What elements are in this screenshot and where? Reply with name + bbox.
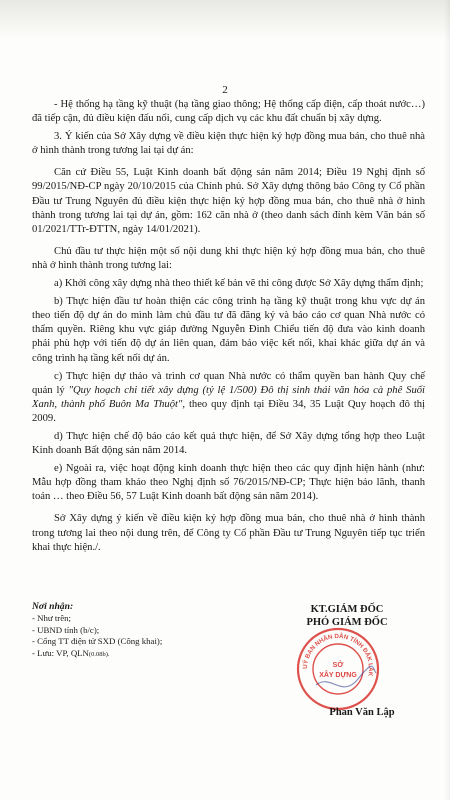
signer-role-line1: KT.GIÁM ĐỐC bbox=[310, 604, 384, 615]
paragraph-infrastructure: - Hệ thống hạ tầng kỹ thuật (hạ tầng giao thông; Hệ thống cấp điện, cấp thoát nước…) đã tiếp cận, đủ điều kiện đấu nối, cung cấp dịch vụ các khu đất chuẩn bị xây dựng. bbox=[32, 99, 425, 125]
page-number: 2 bbox=[222, 84, 228, 96]
page-fold-shadow bbox=[0, 0, 450, 40]
paragraph-c-before: c) Thực hiện dự thảo và trình cơ quan Nhà nước có thẩm quyền ban hành Quy chế quản lý bbox=[32, 370, 425, 396]
recipient-item: - Như trên; bbox=[32, 613, 71, 624]
page-edge-shadow bbox=[444, 0, 450, 800]
paragraph-c-italic: "Quy hoạch chi tiết xây dựng (tỷ lệ 1/500) Đô thị sinh thái văn hóa cà phê Suối Xanh, thành phố Buôn Ma Thuột" bbox=[32, 384, 425, 410]
paragraph-legal-basis: Căn cứ Điều 55, Luật Kinh doanh bất động sản năm 2014; Điều 19 Nghị định số 99/2015/NĐ-CP ngày 20/10/2015 của Chính phủ. Sở Xây dựng thông báo Công ty Cổ phần Đầu tư Trung Nguyên đủ điều kiện thực hiện ký hợp đồng mua bán, cho thuê nhà ở hình thành trong tương lai tại dự án, gồm: 162 căn nhà ở (theo danh sách đính kèm Văn bản số 01/2021/TTr-ĐTTN, ngày 14/01/2021). bbox=[32, 167, 425, 235]
signature-block bbox=[262, 603, 432, 629]
seal-center-line1: SỞ bbox=[332, 662, 344, 669]
recipient-item: - Cổng TT điện tử SXD (Công khai); bbox=[32, 636, 163, 647]
paragraph-obligations-intro: Chủ đầu tư thực hiện một số nội dung khi thực hiện ký hợp đồng mua bán, cho thuê nhà ở hình thành trong tương lai: bbox=[32, 245, 425, 271]
paragraph-e: e) Ngoài ra, việc hoạt động kinh doanh thực hiện theo các quy định hiện hành (như: Mẫu hợp đồng tham khảo theo Nghị định số 76/2015/NĐ-CP; Thực hiện bảo lãnh, thanh toán … theo Điều 56, 57 Luật Kinh doanh bất động sản năm 2014). bbox=[32, 463, 425, 503]
seal-ring-text: UỶ BAN NHÂN DÂN TỈNH ĐẮK LẮK bbox=[301, 632, 375, 677]
paragraph-c bbox=[32, 370, 425, 426]
paragraph-b: b) Thực hiện đầu tư hoàn thiện các công trình hạ tầng kỹ thuật trong khu vực dự án theo tiến độ dự án do mình làm chủ đầu tư đã đăng ký và báo cáo cơ quan Nhà nước có thẩm quyền. Riêng khu vực giáp đường Nguyễn Đình Chiểu tiến độ đưa vào kinh doanh phải phù hợp với tiến độ dự án liên quan, đảm bảo việc kết nối, khai khác giữa dự án và công trình hạ tầng kết nối dự án. bbox=[32, 296, 425, 364]
document-body bbox=[32, 98, 425, 559]
paragraph-d: d) Thực hiện chế độ báo cáo kết quả thực hiện, để Sở Xây dựng tổng hợp theo Luật Kinh doanh Bất động sản năm 2014. bbox=[32, 430, 425, 457]
paragraph-section-3: 3. Ý kiến của Sở Xây dựng về điều kiện thực hiện ký hợp đồng mua bán, cho thuê nhà ở hình thành trong tương lai tại dự án: bbox=[32, 131, 425, 157]
seal-center-line2: XÂY DỰNG bbox=[319, 672, 357, 679]
recipient-item-archive bbox=[32, 648, 212, 660]
paragraph-c-after: , theo quy định tại Điều 34, 35 Luật Quy hoạch đô thị 2009. bbox=[32, 398, 426, 424]
recipient-archive-text: - Lưu: VP, QLN bbox=[32, 647, 89, 658]
recipient-item: - UBND tỉnh (b/c); bbox=[32, 624, 100, 635]
recipient-archive-note: (0.08b). bbox=[88, 650, 110, 658]
signer-name: Phan Văn Lập bbox=[329, 707, 395, 718]
signer-role-line2: PHÓ GIÁM ĐỐC bbox=[306, 617, 388, 628]
official-seal-icon bbox=[296, 627, 380, 711]
paragraph-closing: Sở Xây dựng ý kiến về điều kiện ký hợp đồng mua bán, cho thuê nhà ở hình thành trong tương lai theo nội dung trên, để Công ty Cổ phần Đầu tư Trung Nguyên tiếp tục triển khai thực hiện./. bbox=[32, 513, 425, 553]
recipients-block bbox=[32, 601, 212, 660]
recipients-title: Nơi nhận: bbox=[32, 601, 74, 612]
paragraph-a: a) Khởi công xây dựng nhà theo thiết kế bản vẽ thi công được Sở Xây dựng thẩm định; bbox=[54, 278, 424, 290]
